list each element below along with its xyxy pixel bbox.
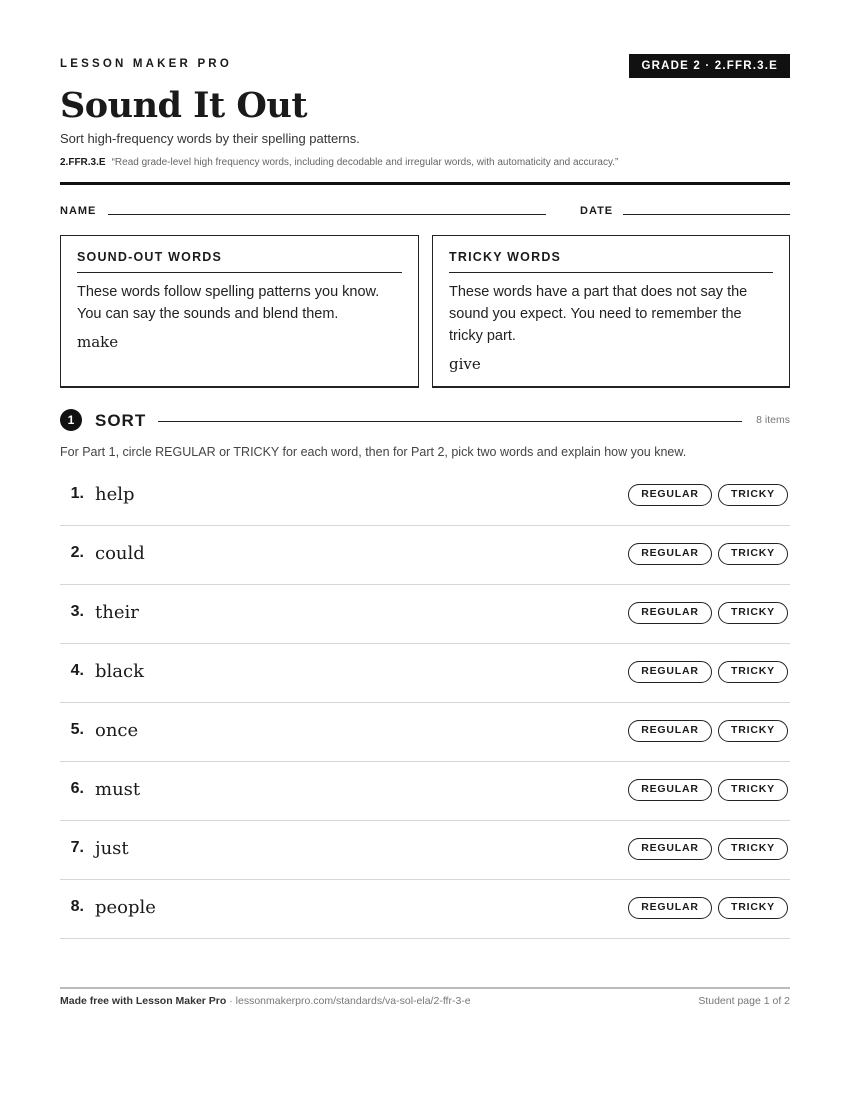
tricky-option[interactable]: TRICKY: [718, 543, 788, 565]
page-subtitle: Sort high-frequency words by their spelling patterns.: [60, 131, 360, 146]
tricky-words-description: These words have a part that does not say the sound you expect. You need to remember the tricky part.: [449, 284, 748, 344]
item-number: 4.: [70, 662, 84, 679]
footer-made-with: Made free with Lesson Maker Pro: [60, 995, 227, 1007]
item-number: 6.: [70, 780, 84, 797]
tricky-option[interactable]: TRICKY: [718, 779, 788, 801]
section-title: SORT: [95, 411, 147, 430]
tricky-words-heading: TRICKY WORDS: [449, 250, 773, 273]
regular-option[interactable]: REGULAR: [628, 602, 712, 624]
tricky-words-box: [432, 235, 790, 388]
tricky-option[interactable]: TRICKY: [718, 897, 788, 919]
word-list: [60, 467, 790, 939]
standard-text: “Read grade-level high frequency words, including decodable and irregular words, with automaticity and accuracy.”: [111, 157, 619, 168]
regular-option[interactable]: REGULAR: [628, 838, 712, 860]
brand-name: LESSON MAKER PRO: [60, 58, 232, 70]
regular-option[interactable]: REGULAR: [628, 661, 712, 683]
tricky-option[interactable]: TRICKY: [718, 661, 788, 683]
item-number: 2.: [70, 544, 84, 561]
item-count: 8 items: [756, 414, 790, 426]
word-row: [60, 644, 790, 703]
footer-credit: [60, 995, 471, 1007]
tricky-option[interactable]: TRICKY: [718, 484, 788, 506]
footer-url: · lessonmakerpro.com/standards/va-sol-ela/2-ffr-3-e: [226, 995, 471, 1007]
item-word: people: [95, 897, 156, 918]
standard-code: 2.FFR.3.E: [60, 157, 106, 168]
section-number-badge: 1: [60, 409, 82, 431]
item-word: black: [95, 661, 144, 682]
regular-option[interactable]: REGULAR: [628, 779, 712, 801]
item-word: their: [95, 602, 139, 623]
word-row: [60, 467, 790, 526]
header-divider: [60, 182, 790, 185]
sound-out-words-example: make: [77, 333, 119, 351]
word-row: [60, 880, 790, 939]
word-row: [60, 821, 790, 880]
word-row: [60, 585, 790, 644]
name-field[interactable]: [108, 214, 546, 215]
item-word: could: [95, 543, 145, 564]
item-number: 3.: [70, 603, 84, 620]
item-word: once: [95, 720, 139, 741]
regular-option[interactable]: REGULAR: [628, 897, 712, 919]
date-field[interactable]: [623, 214, 790, 215]
section-divider: [158, 421, 742, 422]
footer-divider: [60, 987, 790, 989]
grade-badge: GRADE 2 · 2.FFR.3.E: [629, 54, 790, 78]
tricky-option[interactable]: TRICKY: [718, 838, 788, 860]
regular-option[interactable]: REGULAR: [628, 484, 712, 506]
sound-out-words-description: These words follow spelling patterns you know. You can say the sounds and blend them.: [77, 284, 380, 322]
regular-option[interactable]: REGULAR: [628, 543, 712, 565]
tricky-option[interactable]: TRICKY: [718, 720, 788, 742]
item-word: just: [95, 838, 129, 859]
word-row: [60, 703, 790, 762]
item-number: 7.: [70, 839, 84, 856]
item-number: 8.: [70, 898, 84, 915]
item-word: must: [95, 779, 141, 800]
section-instructions: For Part 1, circle REGULAR or TRICKY for each word, then for Part 2, pick two words and explain how you knew.: [60, 445, 687, 459]
word-row: [60, 526, 790, 585]
item-word: help: [95, 484, 135, 505]
date-label: DATE: [580, 205, 614, 217]
standard-line: [60, 157, 618, 168]
item-number: 5.: [70, 721, 84, 738]
page-title: Sound It Out: [60, 85, 307, 126]
tricky-option[interactable]: TRICKY: [718, 602, 788, 624]
tricky-words-example: give: [449, 355, 481, 373]
item-number: 1.: [70, 485, 84, 502]
regular-option[interactable]: REGULAR: [628, 720, 712, 742]
footer-page-number: Student page 1 of 2: [698, 995, 790, 1007]
word-row: [60, 762, 790, 821]
sound-out-words-heading: SOUND-OUT WORDS: [77, 250, 402, 273]
sound-out-words-box: [60, 235, 419, 388]
name-label: NAME: [60, 205, 97, 217]
